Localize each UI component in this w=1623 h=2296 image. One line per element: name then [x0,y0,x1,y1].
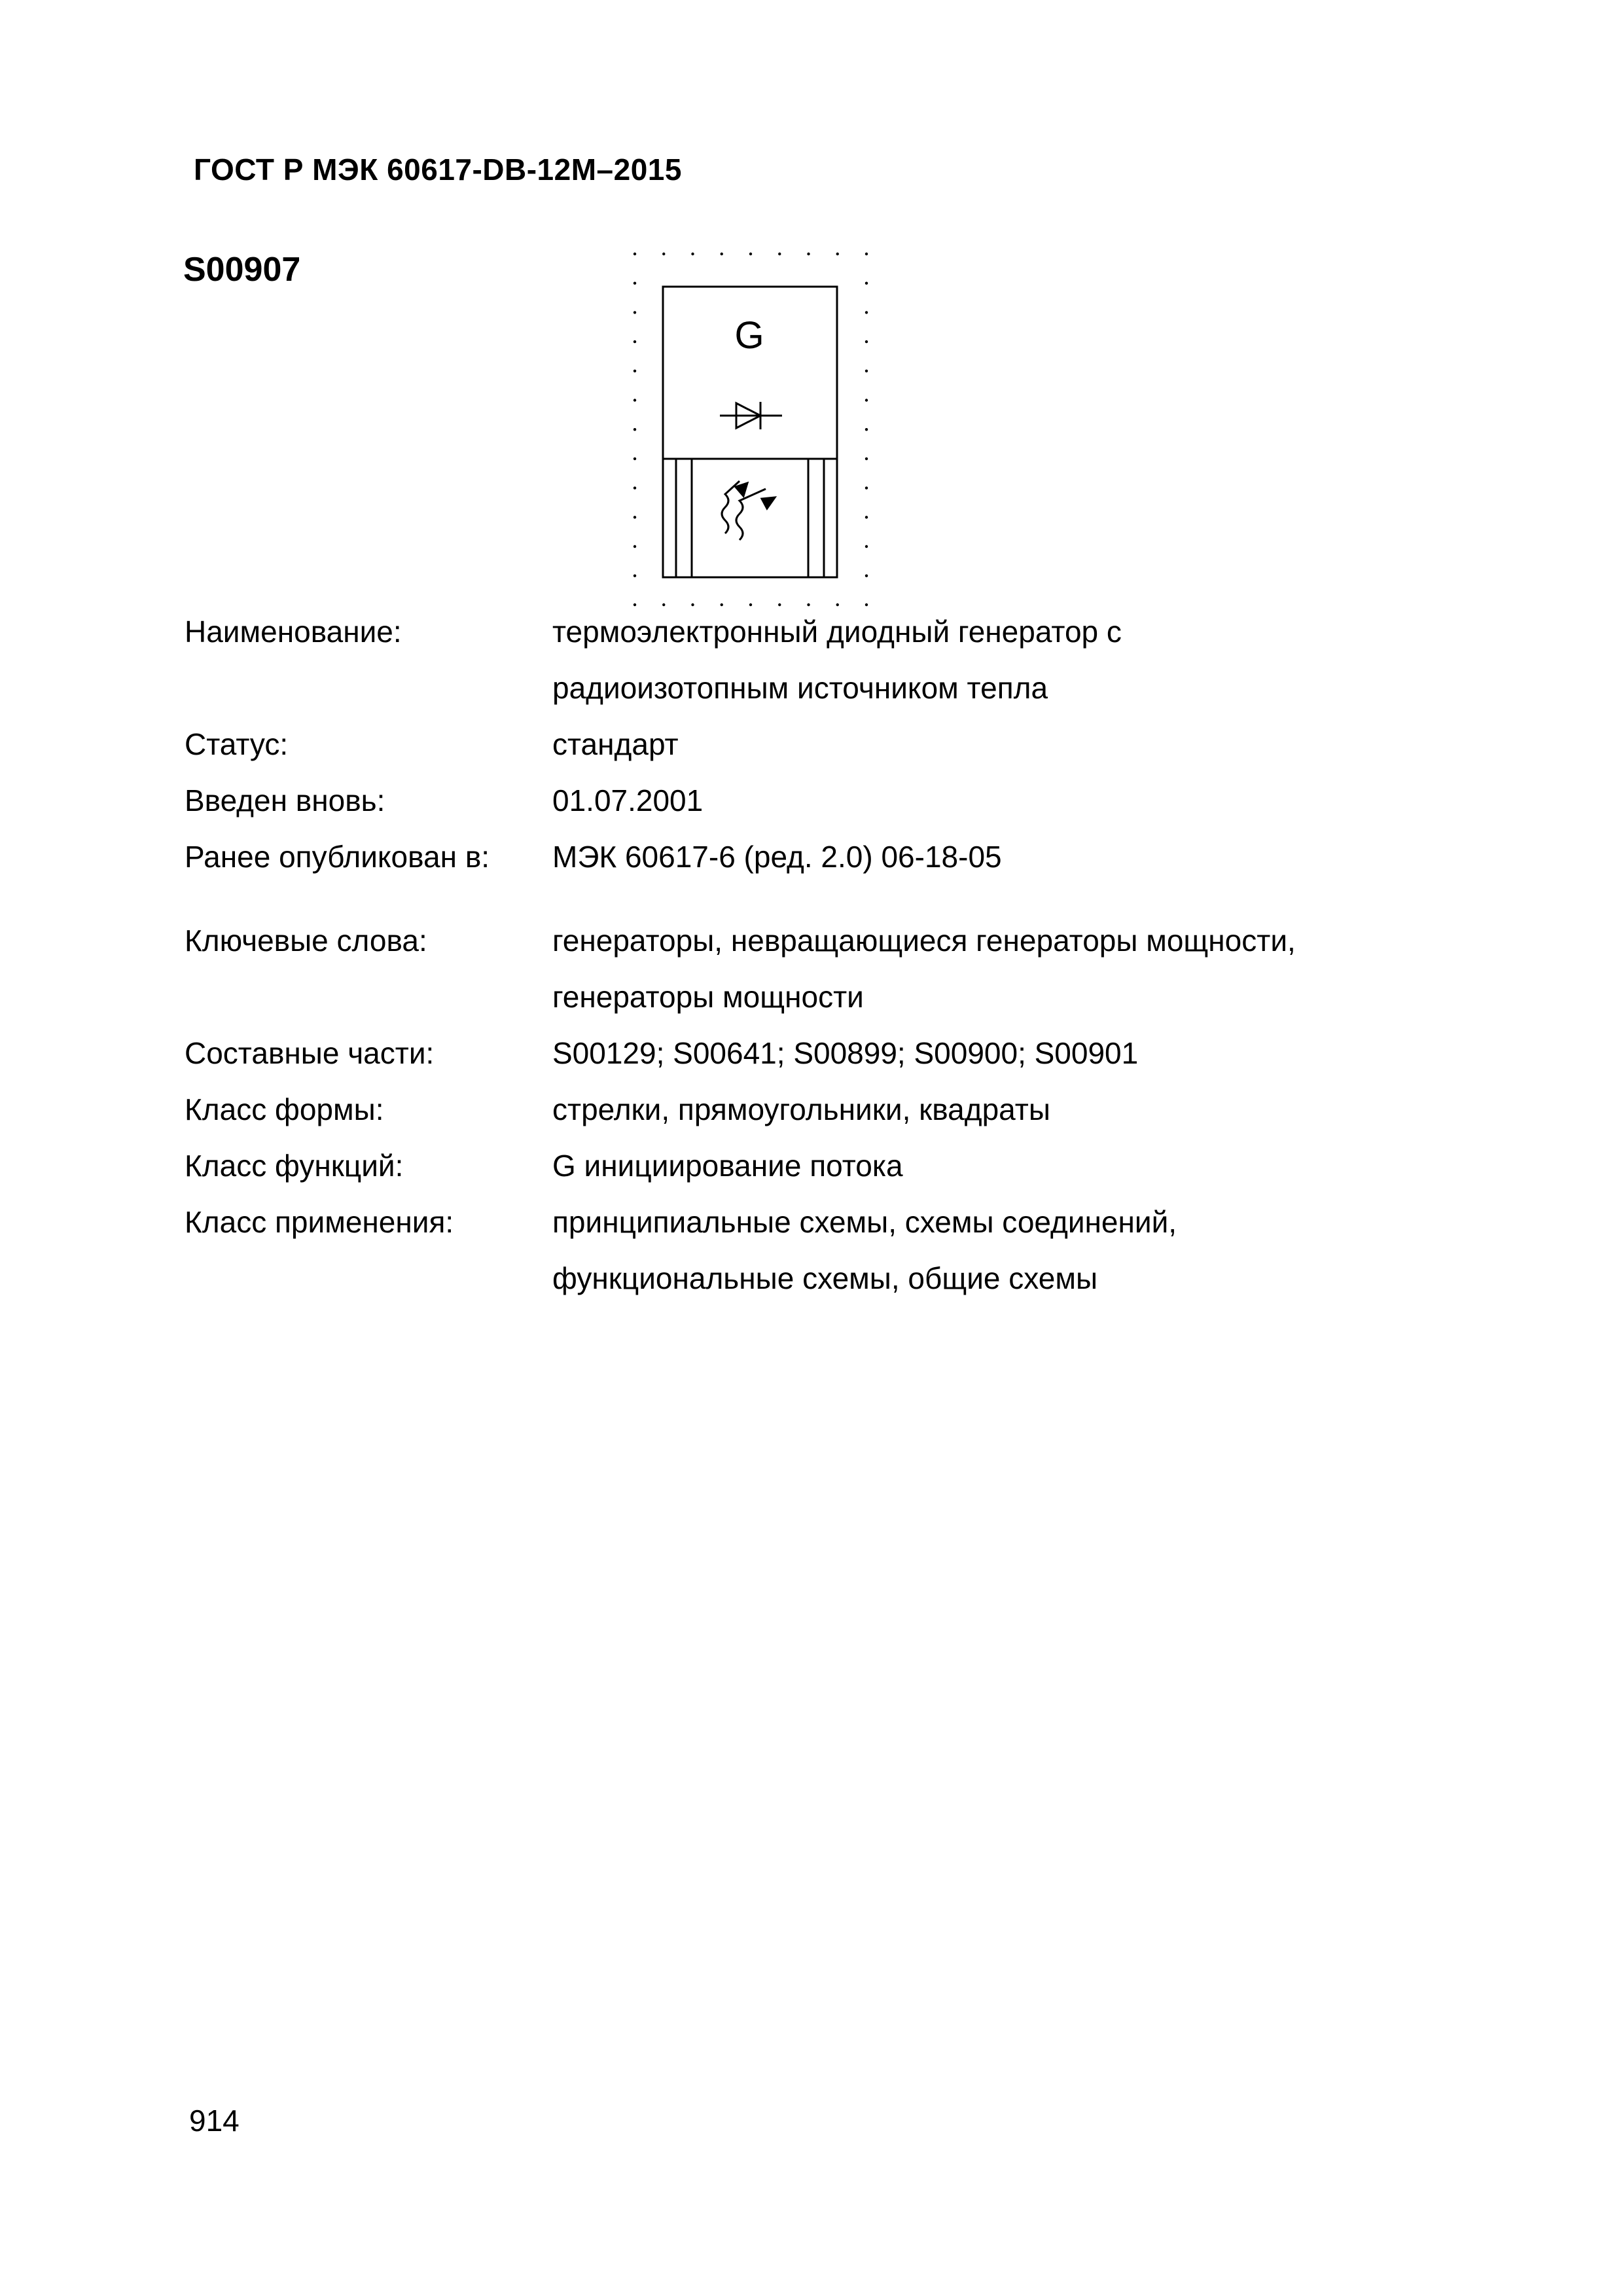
field-name-value-line2: радиоизотопным источником тепла [552,671,1048,705]
grid-dot [662,253,665,255]
radiation-heat-arrows-icon [722,481,775,540]
grid-dot [865,399,868,401]
grid-dot [865,340,868,343]
grid-dot [778,253,781,255]
symbol-letter: G [734,314,764,357]
field-shape-class-value: стрелки, прямоугольники, квадраты [552,1092,1050,1126]
field-status-value: стандарт [552,727,679,761]
field-published-label: Ранее опубликован в: [185,840,490,874]
grid-dot [633,545,636,548]
grid-dot [633,575,636,577]
grid-dot [749,253,752,255]
grid-dot [865,457,868,460]
field-shape-class-label: Класс формы: [185,1092,384,1126]
grid-dot [865,575,868,577]
grid-dot [865,428,868,431]
grid-dot [633,340,636,343]
grid-dot [865,311,868,314]
field-function-class-value: G инициирование потока [552,1149,903,1183]
grid-dot [865,516,868,518]
field-components-label: Составные части: [185,1036,435,1070]
symbol-id: S00907 [183,251,301,289]
diode-icon [720,402,782,429]
field-keywords-value-line2: генераторы мощности [552,980,864,1014]
grid-dot [807,253,810,255]
grid-dot [865,253,868,255]
field-application-class-value-line1: принципиальные схемы, схемы соединений, [552,1205,1177,1239]
grid-dot [633,253,636,255]
field-published-value: МЭК 60617-6 (ред. 2.0) 06-18-05 [552,840,1002,874]
grid-dot [691,253,694,255]
grid-dot [633,457,636,460]
field-function-class-label: Класс функций: [185,1149,404,1183]
dotted-grid-frame [633,253,868,606]
field-name-value-line1: термоэлектронный диодный генератор с [552,615,1122,649]
grid-dot [865,545,868,548]
symbol-figure [615,242,890,622]
grid-dot [836,253,839,255]
grid-dot [633,370,636,372]
grid-dot [633,311,636,314]
field-status-label: Статус: [185,727,289,761]
grid-dot [633,516,636,518]
grid-dot [865,282,868,285]
grid-dot [721,253,723,255]
document-header-title: ГОСТ Р МЭК 60617-DB-12M–2015 [194,152,682,187]
field-introduced-value: 01.07.2001 [552,783,704,817]
field-introduced-label: Введен вновь: [185,783,385,817]
grid-dot [865,370,868,372]
field-keywords-value-line1: генераторы, невращающиеся генераторы мощности, [552,924,1296,958]
field-keywords-label: Ключевые слова: [185,924,427,958]
field-name-label: Наименование: [185,615,402,649]
grid-dot [633,428,636,431]
grid-dot [633,399,636,401]
field-application-class-value-line2: функциональные схемы, общие схемы [552,1261,1098,1295]
grid-dot [865,486,868,489]
page-number: 914 [189,2104,240,2138]
grid-dot [633,486,636,489]
field-components-value: S00129; S00641; S00899; S00900; S00901 [552,1036,1139,1070]
grid-dot [633,282,636,285]
field-application-class-label: Класс применения: [185,1205,454,1239]
